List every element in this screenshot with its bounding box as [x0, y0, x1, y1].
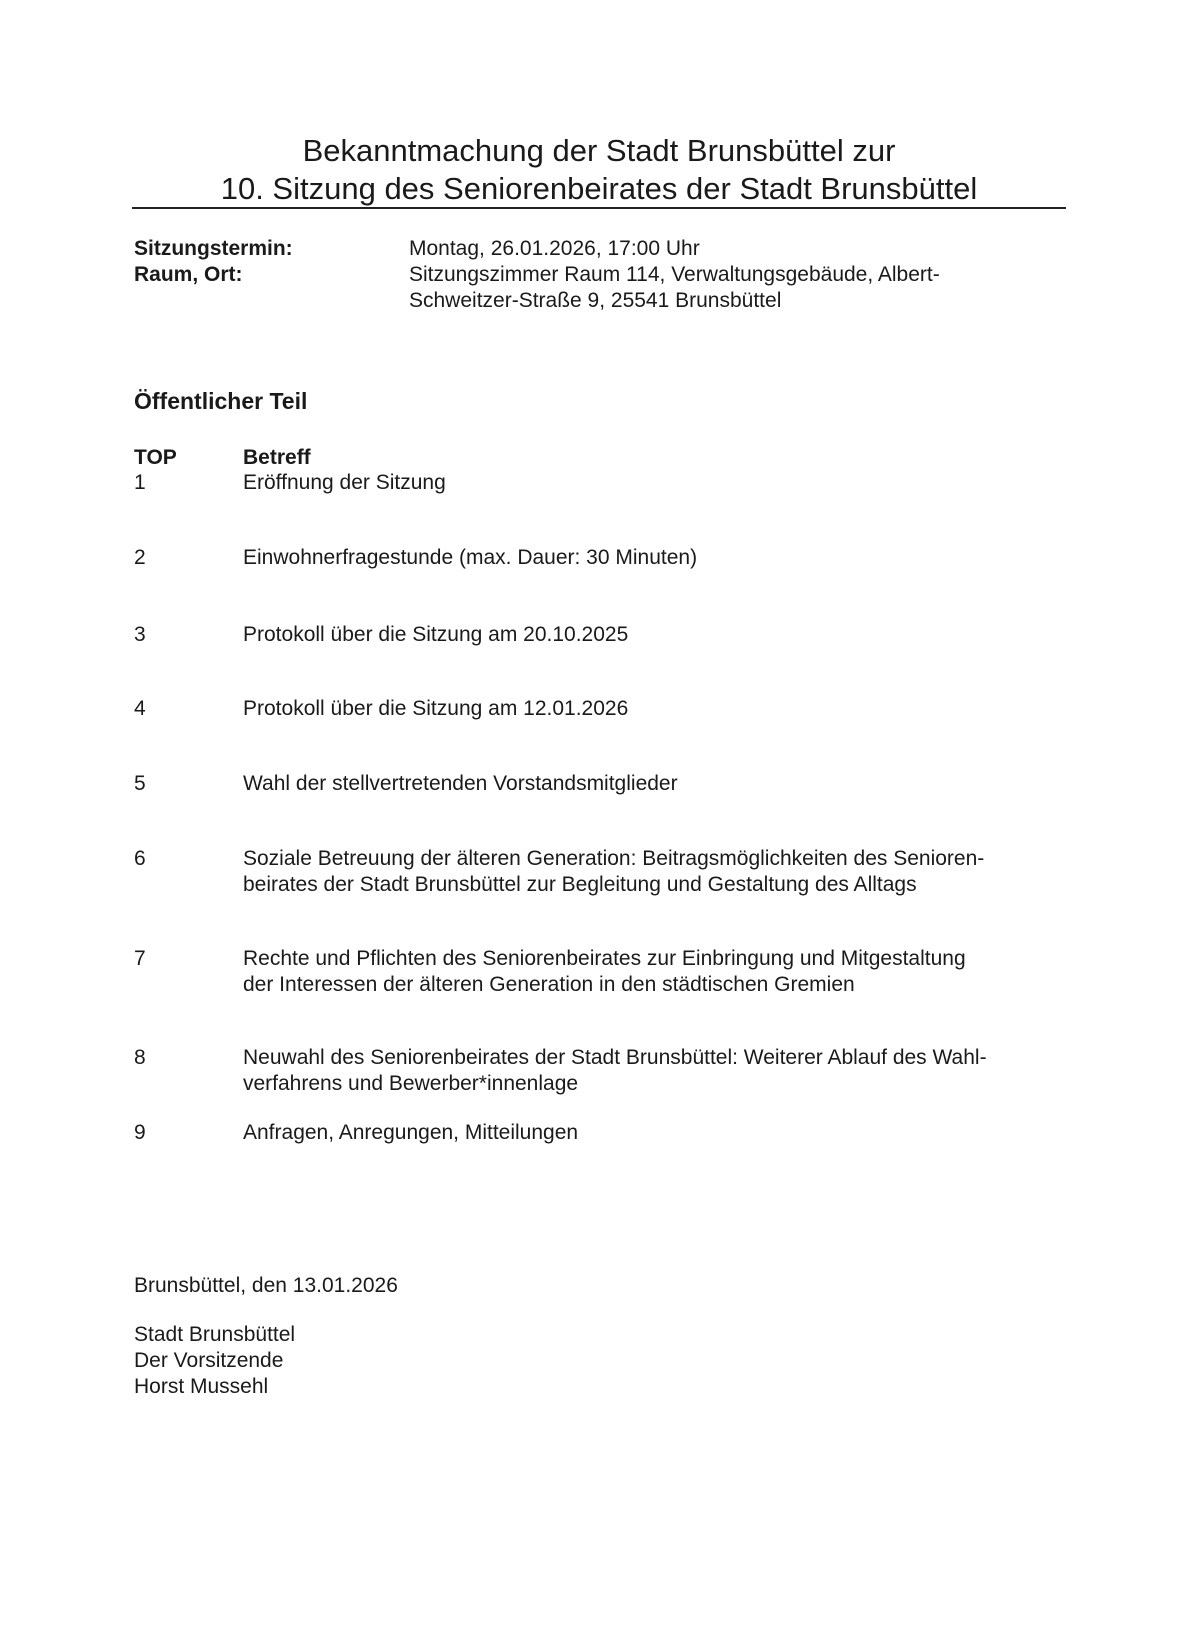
meeting-date-label: Sitzungstermin: — [134, 237, 293, 260]
agenda-item-line: Protokoll über die Sitzung am 12.01.2026 — [243, 697, 629, 720]
agenda-item-number: 5 — [134, 772, 146, 795]
meeting-place-line-1: Sitzungszimmer Raum 114, Verwaltungsgebäude, Albert- — [409, 263, 940, 286]
agenda-item-line: Protokoll über die Sitzung am 20.10.2025 — [243, 623, 629, 646]
meeting-place-value — [409, 262, 1009, 314]
agenda-item-line: Wahl der stellvertretenden Vorstandsmitglieder — [243, 772, 678, 795]
agenda-item-number: 8 — [134, 1046, 146, 1069]
meeting-place-line-2: Schweitzer-Straße 9, 25541 Brunsbüttel — [409, 289, 782, 312]
agenda-item-line: Anfragen, Anregungen, Mitteilungen — [243, 1121, 579, 1144]
agenda-item-number: 1 — [134, 471, 146, 494]
document-title — [132, 132, 1066, 208]
meeting-place-label: Raum, Ort: — [134, 263, 243, 286]
agenda-header-top: TOP — [134, 446, 177, 469]
agenda-item-number: 4 — [134, 697, 146, 720]
agenda-item-subject — [243, 545, 1043, 571]
agenda-item-subject — [243, 470, 1043, 496]
agenda-item — [134, 545, 1074, 571]
agenda-item — [134, 846, 1074, 898]
agenda-item-subject — [243, 1120, 1043, 1146]
agenda-item-number: 2 — [134, 546, 146, 569]
signature-name: Horst Mussehl — [134, 1375, 269, 1398]
title-underline — [132, 207, 1066, 209]
agenda-item — [134, 1045, 1074, 1097]
agenda-item-line: Einwohnerfragestunde (max. Dauer: 30 Minuten) — [243, 546, 698, 569]
meeting-place-row — [134, 262, 1034, 314]
meeting-meta — [134, 236, 1034, 314]
agenda-item — [134, 470, 1074, 496]
signature-block — [134, 1322, 295, 1400]
agenda-item-line: der Interessen der älteren Generation in den städtischen Gremien — [243, 973, 855, 996]
meeting-date-value: Montag, 26.01.2026, 17:00 Uhr — [409, 237, 700, 260]
signature-org: Stadt Brunsbüttel — [134, 1323, 296, 1346]
agenda-item — [134, 622, 1074, 648]
agenda-item-line: Eröffnung der Sitzung — [243, 471, 446, 494]
agenda-item-subject — [243, 771, 1043, 797]
section-heading: Öffentlicher Teil — [134, 388, 308, 414]
agenda-item-number: 7 — [134, 947, 146, 970]
footer-place-date: Brunsbüttel, den 13.01.2026 — [134, 1274, 398, 1297]
agenda-item-subject — [243, 846, 1043, 898]
agenda-item-subject — [243, 622, 1043, 648]
agenda-item-line: Soziale Betreuung der älteren Generation: Beitragsmöglichkeiten des Senioren- — [243, 847, 985, 870]
agenda-item-subject — [243, 1045, 1043, 1097]
agenda-item-line: Rechte und Pflichten des Seniorenbeirates zur Einbringung und Mitgestaltung — [243, 947, 966, 970]
agenda-item-number: 9 — [134, 1121, 146, 1144]
title-line-1: Bekanntmachung der Stadt Brunsbüttel zur — [302, 133, 896, 168]
agenda-item — [134, 946, 1074, 998]
agenda-item-number: 3 — [134, 623, 146, 646]
agenda-item — [134, 1120, 1074, 1146]
agenda-item — [134, 771, 1074, 797]
agenda-item-number: 6 — [134, 847, 146, 870]
agenda-header — [134, 446, 1043, 470]
agenda-item-line: Neuwahl des Seniorenbeirates der Stadt Brunsbüttel: Weiterer Ablauf des Wahl- — [243, 1046, 987, 1069]
agenda-header-subject: Betreff — [243, 446, 311, 469]
meeting-date-row — [134, 236, 1034, 262]
agenda-item — [134, 696, 1074, 722]
agenda-item-line: beirates der Stadt Brunsbüttel zur Begleitung und Gestaltung des Alltags — [243, 873, 917, 896]
title-line-2: 10. Sitzung des Seniorenbeirates der Stadt Brunsbüttel — [220, 171, 978, 206]
agenda-item-line: verfahrens und Bewerber*innenlage — [243, 1072, 579, 1095]
signature-role: Der Vorsitzende — [134, 1349, 284, 1372]
agenda-item-subject — [243, 696, 1043, 722]
agenda-item-subject — [243, 946, 1043, 998]
